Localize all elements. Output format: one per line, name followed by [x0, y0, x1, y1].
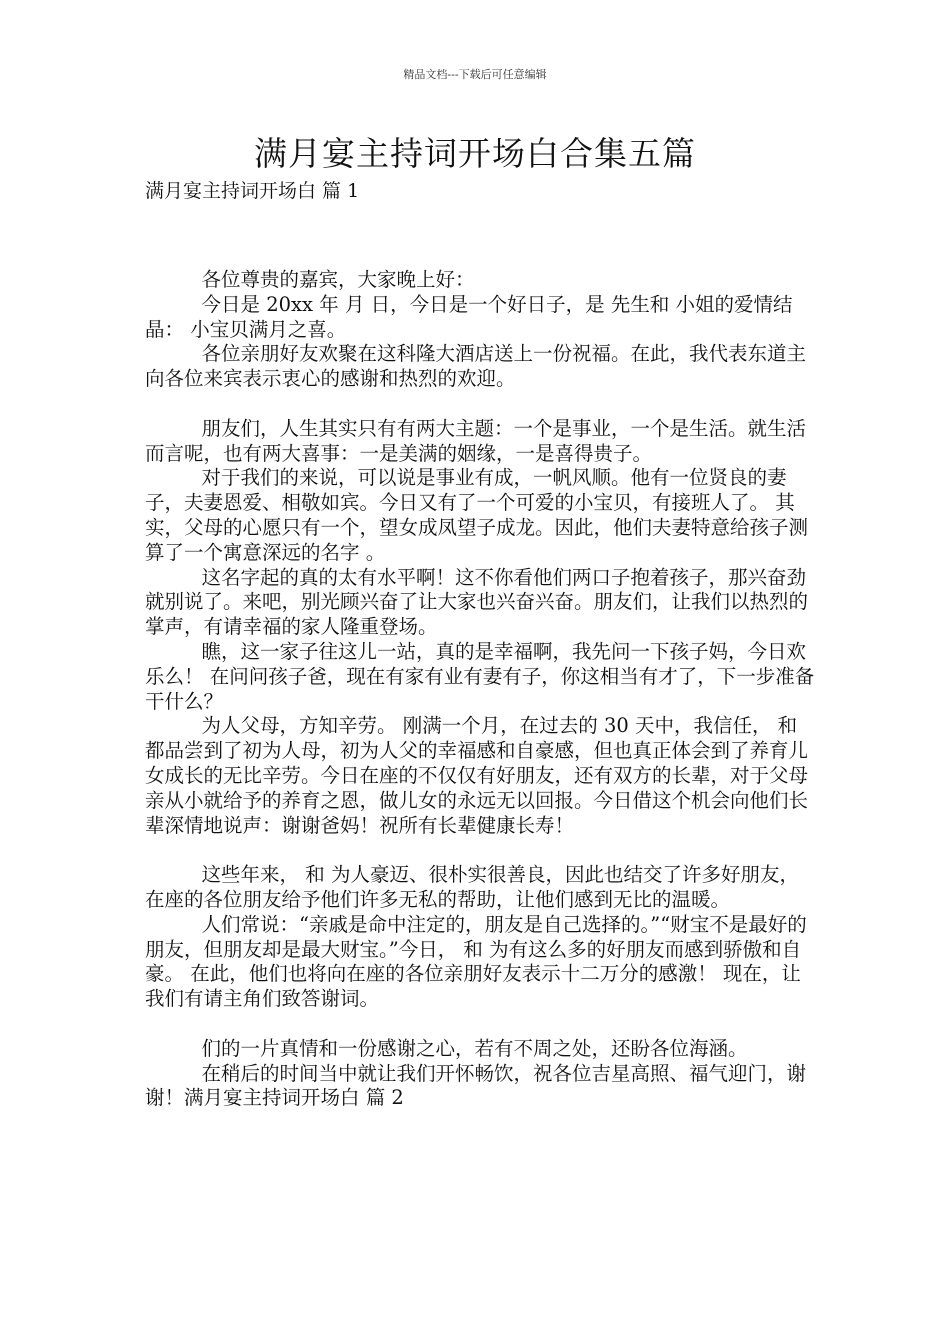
- paragraph: 朋友们，人生其实只有有两大主题：一个是事业，一个是生活。就生活而言呢，也有两大喜事：一是美满的姻缘，一是喜得贵子。: [145, 416, 807, 465]
- paragraph: 人们常说：“亲戚是命中注定的，朋友是自己选择的。”“财宝不是最好的朋友，但朋友却是最大财宝。”今日， 和 为有这么多的好朋友而感到骄傲和自豪。 在此，他们也将向在座的各位亲朋好友表示十二万分的感激！ 现在，让我们有请主角们致答谢词。: [145, 912, 807, 1011]
- document-title: 满月宴主持词开场白合集五篇: [254, 134, 696, 173]
- paragraph: 今日是 20xx 年 月 日，今日是一个好日子，是 先生和 小姐的爱情结晶： 小宝贝满月之喜。: [145, 292, 793, 341]
- paragraph: 这些年来， 和 为人豪迈、很朴实很善良，因此也结交了许多好朋友，在座的各位朋友给予他们许多无私的帮助，让他们感到无比的温暖。: [145, 863, 799, 911]
- paragraph: 们的一片真情和一份感谢之心，若有不周之处，还盼各位海涵。: [201, 1036, 748, 1060]
- header-note: 精品文档---下载后可任意编辑: [403, 68, 547, 81]
- document-body: [145, 268, 815, 1111]
- paragraph: 各位尊贵的嘉宾，大家晚上好：: [201, 268, 475, 291]
- paragraph: 为人父母，方知辛劳。 刚满一个月，在过去的 30 天中，我信任， 和 都品尝到了初为人母，初为人父的幸福感和自豪感，但也真正体会到了养育儿女成长的无比辛劳。今日在座的不仅仅有好朋友，还有双方的长辈，对于父母亲从小就给予的养育之恩，做儿女的永远无以回报。今日借这个机会向他们长辈深情地说声：谢谢爸妈！祝所有长辈健康长寿！: [145, 714, 809, 837]
- paragraph: 各位亲朋好友欢聚在这科隆大酒店送上一份祝福。在此，我代表东道主向各位来宾表示衷心的感谢和热烈的欢迎。: [145, 342, 807, 391]
- paragraph: 在稍后的时间当中就让我们开怀畅饮，祝各位吉星高照、福气迎门，谢谢！满月宴主持词开场白 篇 2: [145, 1061, 807, 1110]
- paragraph: 这名字起的真的太有水平啊！这不你看他们两口子抱着孩子，那兴奋劲就别说了。来吧，别光顾兴奋了让大家也兴奋兴奋。朋友们，让我们以热烈的掌声，有请幸福的家人隆重登场。: [145, 565, 809, 639]
- paragraph: 对于我们的来说，可以说是事业有成，一帆风顺。他有一位贤良的妻子，夫妻恩爱、相敬如宾。今日又有了一个可爱的小宝贝，有接班人了。 其实，父母的心愿只有一个，望女成凤望子成龙。因此，他们夫妻特意给孩子测算了一个寓意深远的名字 。: [145, 466, 809, 564]
- section-subtitle: 满月宴主持词开场白 篇 1: [145, 180, 360, 202]
- paragraph: 瞧，这一家子往这儿一站，真的是幸福啊，我先问一下孩子妈，今日欢乐么！ 在问问孩子爸，现在有家有业有妻有子，你这相当有才了，下一步准备干什么？: [145, 639, 815, 713]
